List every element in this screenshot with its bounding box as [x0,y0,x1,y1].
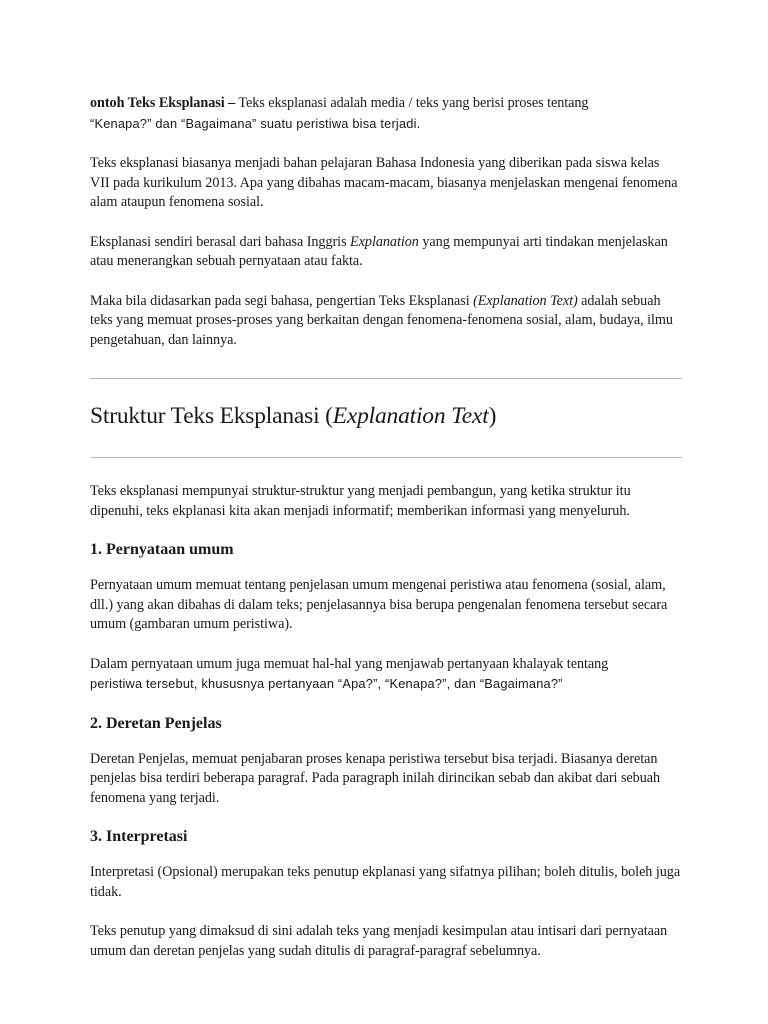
item-2-paragraph-1: Deretan Penjelas, memuat penjabaran proses kenapa peristiwa tersebut bisa terjadi. Biasanya deretan penjelas bisa terdiri beberapa paragraf. Pada paragraph inilah dirincikan sebab dan akibat dari sebuah fenomena yang terjadi. [90,750,661,806]
intro-p3-text-a: Eksplanasi sendiri berasal dari bahasa Inggris [90,233,351,250]
item-1-p2-alt-text: peristiwa tersebut, khususnya pertanyaan “Apa?”, “Kenapa?”, dan “Bagaimana?” [90,676,563,691]
item-heading-3: 3. Interpretasi [90,828,188,845]
intro-p3-italic: Explanation [350,233,419,250]
intro-lead-alt-text: “Kenapa?” dan “Bagaimana” suatu peristiwa bisa terjadi. [90,115,421,131]
intro-p4-text-a: Maka bila didasarkan pada segi bahasa, pengertian Teks Eksplanasi [90,292,474,309]
item-1-p2-text: Dalam pernyataan umum juga memuat hal-hal yang menjawab pertanyaan khalayak tentang [90,655,609,672]
intro-paragraph-1 [90,94,682,134]
section-lead-paragraph: Teks eksplanasi mempunyai struktur-struktur yang menjadi pembangun, yang ketika struktur itu dipenuhi, teks ekplanasi kita akan menjadi informatif; memberikan informasi yang menyeluruh. [90,483,631,519]
intro-paragraph-3 [90,233,682,272]
intro-p4-text-b: adalah sebuah teks yang memuat proses-proses yang berkaitan dengan fenomena-fenomena sosial, alam, budaya, ilmu pengetahuan, dan lainnya. [90,292,673,348]
section-title-italic: Explanation Text [332,403,489,429]
item-heading-1: 1. Pernyataan umum [90,541,234,558]
item-3-paragraph-2: Teks penutup yang dimaksud di sini adalah teks yang menjadi kesimpulan atau intisari dari pernyataan umum dan deretan penjelas yang sudah ditulis di paragraf-paragraf sebelumnya. [90,923,668,959]
section-title-a: Struktur Teks Eksplanasi ( [90,403,333,429]
intro-lead-bold: ontoh Teks Eksplanasi – [90,95,236,111]
intro-p3-text-b: yang mempunyai arti tindakan menjelaskan atau menerangkan sebuah pernyataan atau fakta. [90,233,668,269]
section-title [90,401,682,431]
document-content [90,94,682,961]
divider-bottom [90,457,682,458]
item-1-paragraph-1: Pernyataan umum memuat tentang penjelasan umum mengenai peristiwa atau fenomena (sosial, alam, dll.) yang akan dibahas di dalam teks; penjelasannya bisa berupa pengenalan fenomena tersebut secara umum (gambaran umum peristiwa). [90,577,668,632]
section-title-b: ) [488,403,497,429]
divider-top [90,378,682,379]
intro-lead-text: Teks eksplanasi adalah media / teks yang berisi proses tentang [235,95,589,111]
item-heading-2: 2. Deretan Penjelas [90,714,222,732]
intro-paragraph-4 [90,292,682,351]
intro-p4-italic: (Explanation Text) [473,292,578,309]
item-3-paragraph-1: Interpretasi (Opsional) merupakan teks penutup ekplanasi yang sifatnya pilihan; boleh ditulis, boleh juga tidak. [90,864,681,900]
item-1-paragraph-2 [90,655,682,695]
intro-paragraph-2: Teks eksplanasi biasanya menjadi bahan pelajaran Bahasa Indonesia yang diberikan pada siswa kelas VII pada kurikulum 2013. Apa yang dibahas macam-macam, biasanya menjelaskan mengenai fenomena alam ataupun fenomena sosial. [90,155,678,210]
